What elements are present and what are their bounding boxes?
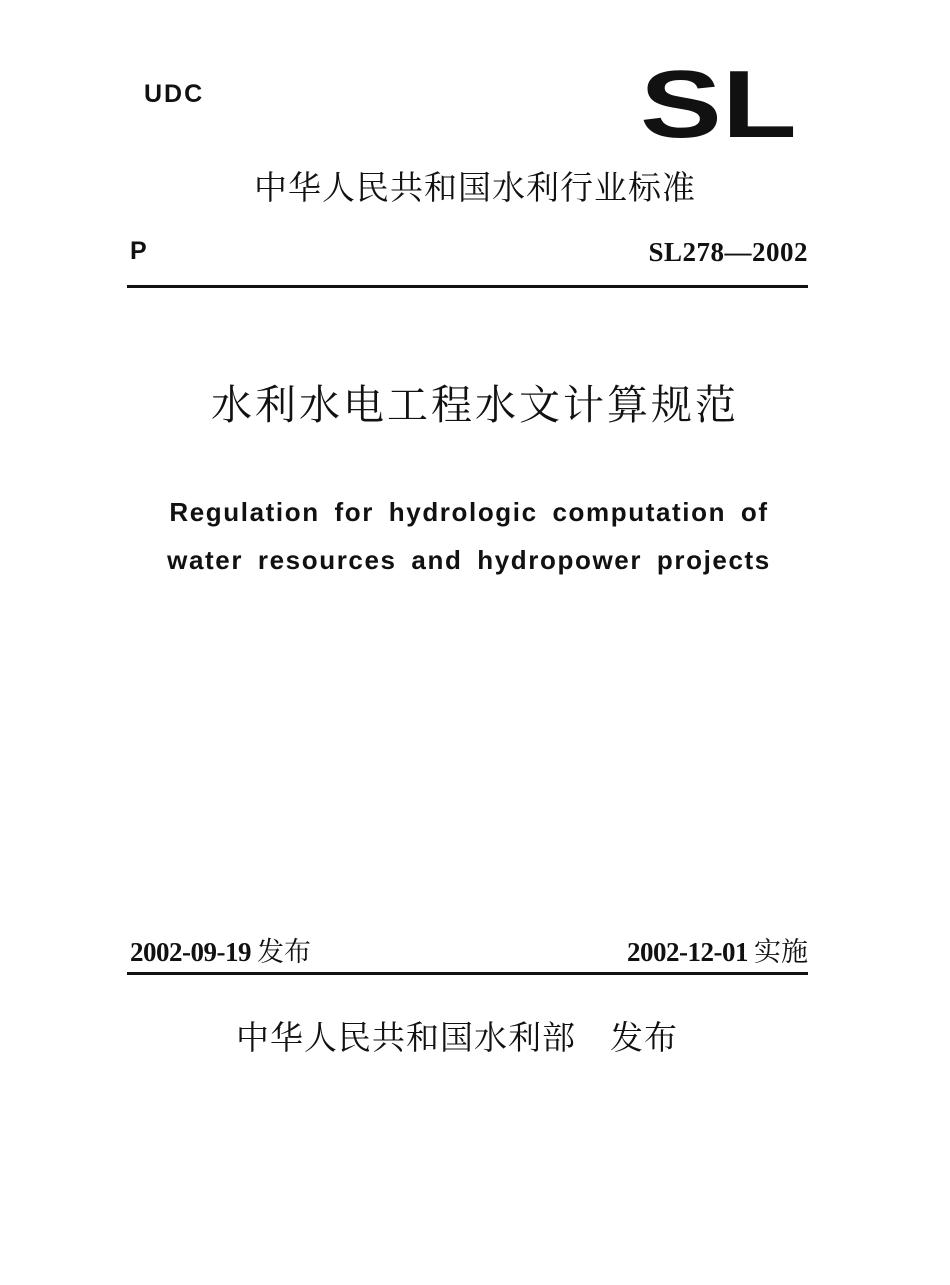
implementation-label: 实施 [754, 937, 808, 968]
sl-logo [640, 58, 800, 146]
implementation-date-block [627, 930, 808, 969]
industry-standard-title: 中华人民共和国水利行业标准 [254, 168, 696, 207]
standard-number: SL278—2002 [648, 237, 808, 267]
issue-date-block [130, 930, 311, 969]
top-divider [127, 285, 808, 288]
svg-text:SL: SL [640, 58, 797, 146]
publisher-name: 中华人民共和国水利部 [236, 1018, 576, 1057]
udc-label: UDC [144, 80, 205, 108]
classification-code: P [130, 237, 147, 265]
publisher-label: 发布 [610, 1018, 678, 1057]
issue-date: 2002-09-19 [130, 937, 251, 967]
bottom-divider [127, 972, 808, 975]
issue-label: 发布 [256, 937, 311, 968]
publisher-line [236, 1012, 678, 1059]
document-title-english-line1: Regulation for hydrologic computation of [169, 497, 769, 527]
document-title-english-line2: water resources and hydropower projects [167, 545, 771, 575]
implementation-date: 2002-12-01 [627, 937, 748, 967]
document-title-chinese: 水利水电工程水文计算规范 [211, 381, 739, 429]
